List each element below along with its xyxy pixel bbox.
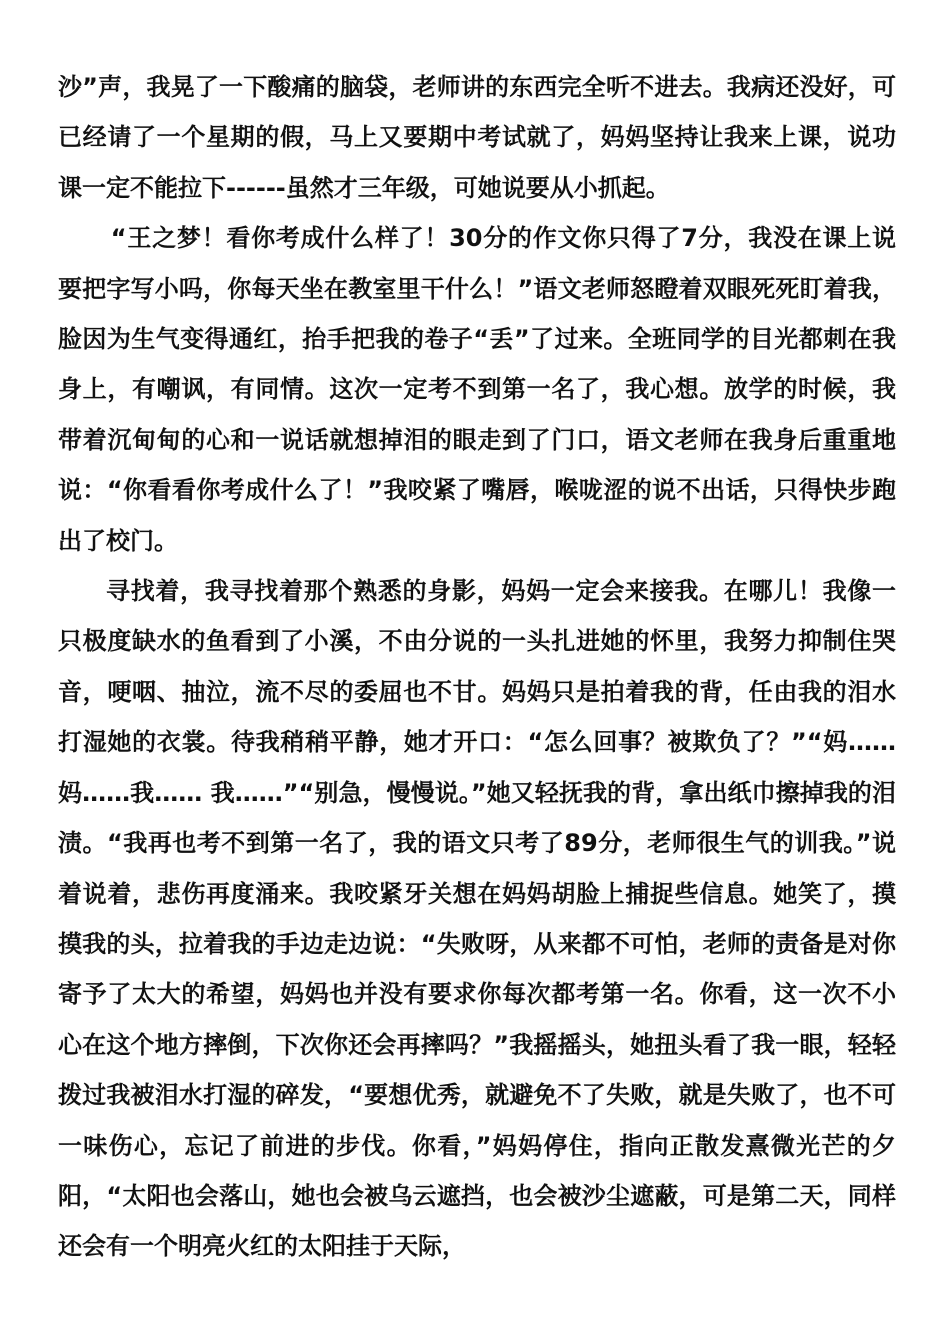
paragraph-2: “王之梦！看你考成什么样了！30分的作文你只得了7分，我没在课上说要把字写小吗，你每天坐在教室里干什么！”语文老师怒瞪着双眼死死盯着我，脸因为生气变得通红，抬手把我的卷子“丢”了过来。全班同学的目光都刺在我身上，有嘲讽，有同情。这次一定考不到第一名了，我心想。放学的时候，我带着沉甸甸的心和一说话就想掉泪的眼走到了门口，语文老师在我身后重重地说：“你看看你考成什么了！”我咬紧了嘴唇，喉咙涩的说不出话，只得快步跑出了校门。	[58, 224, 896, 555]
paragraph-1: 沙”声，我晃了一下酸痛的脑袋，老师讲的东西完全听不进去。我病还没好，可已经请了一个星期的假，马上又要期中考试就了，妈妈坚持让我来上课，说功课一定不能拉下------虽然才三年级，可她说要从小抓起。	[58, 73, 896, 202]
paragraph-3: 寻找着，我寻找着那个熟悉的身影，妈妈一定会来接我。在哪儿！我像一只极度缺水的鱼看到了小溪，不由分说的一头扎进她的怀里，我努力抑制住哭音，哽咽、抽泣，流不尽的委屈也不甘。妈妈只是拍着我的背，任由我的泪水打湿她的衣裳。待我稍稍平静，她才开口：“怎么回事？被欺负了？”“妈……妈……我…… 我……”“别急，慢慢说。”她又轻抚我的背，拿出纸巾擦掉我的泪渍。“我再也考不到第一名了，我的语文只考了89分，老师很生气的训我。”说着说着，悲伤再度涌来。我咬紧牙关想在妈妈胡脸上捕捉些信息。她笑了，摸摸我的头，拉着我的手边走边说：“失败呀，从来都不可怕，老师的责备是对你寄予了太大的希望，妈妈也并没有要求你每次都考第一名。你看，这一次不小心在这个地方摔倒，下次你还会再摔吗？”我摇摇头，她扭头看了我一眼，轻轻拨过我被泪水打湿的碎发，“要想优秀，就避免不了失败，就是失败了，也不可一味伤心，忘记了前进的步伐。你看，”妈妈停住，指向正散发熹微光芒的夕阳，“太阳也会落山，她也会被乌云遮挡，也会被沙尘遮蔽，可是第二天，同样还会有一个明亮火红的太阳挂于天际，	[58, 577, 896, 1261]
document-page	[58, 62, 896, 1272]
